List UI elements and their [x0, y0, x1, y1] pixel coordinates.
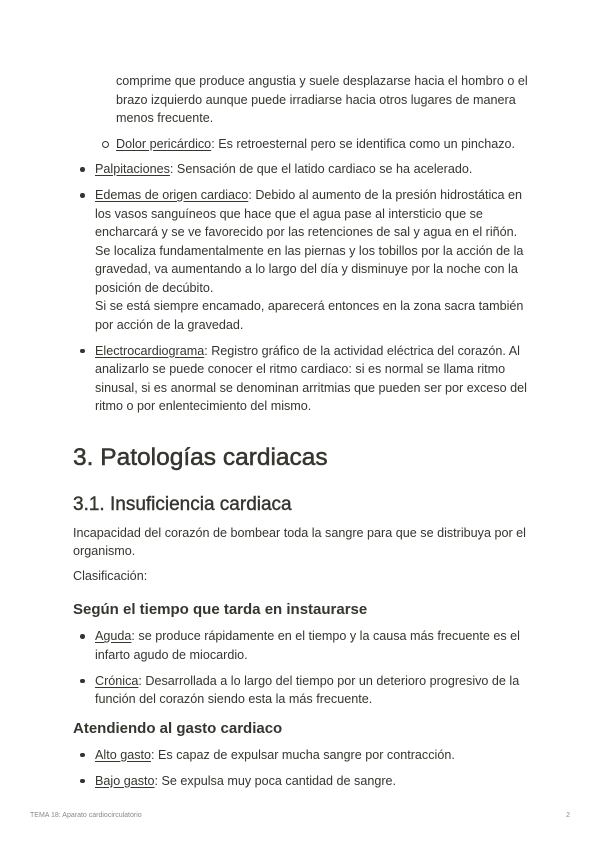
list-item: [95, 772, 533, 791]
item-text: comprime que produce angustia y suele desplazarse hacia el hombro o el brazo izquierdo aunque puede irradiarse hacia otros lugares de manera menos frecuente.: [116, 74, 528, 125]
item-text: : Desarrollada a lo largo del tiempo por un deterioro progresivo de la función del corazón siendo esta la más frecuente.: [95, 673, 520, 706]
item-text: : Debido al aumento de la presión hidrostática en los vasos sanguíneos que hace que el agua pase al intersticio que se encharcará y se ve favorecido por las retenciones de sal y agua en el riñón. Se localiza fundamentalmente en las piernas y los tobillos por la acción de la gravedad, va aumentando a lo largo del día y disminuye por la noche con la posición de decúbito.: [95, 188, 524, 295]
classification-label: Clasificación:: [73, 568, 148, 583]
list-item: [95, 186, 533, 334]
item-text: : se produce rápidamente en el tiempo y la causa más frecuente es el infarto agudo de miocardio.: [95, 629, 520, 662]
bullet-icon: [80, 753, 85, 758]
item-label: Palpitaciones: [95, 162, 170, 176]
bullet-icon: [80, 679, 85, 684]
list-item: [116, 72, 533, 128]
sub-bullet-list: [73, 72, 533, 153]
item-label: Electrocardiograma: [95, 343, 205, 358]
subsection-title: 3.1. Insuficiencia cardiaca: [73, 493, 292, 515]
list-item: [95, 342, 533, 416]
bullet-icon: [80, 634, 85, 639]
hollow-bullet-icon: [102, 141, 109, 148]
page-content: [73, 72, 533, 798]
bullet-icon: [80, 167, 85, 172]
output-list: [73, 746, 533, 791]
duration-list: [73, 627, 533, 709]
group-heading-output: Atendiendo al gasto cardiaco: [73, 719, 283, 737]
item-text: : Es retroesternal pero se identifica como un pinchazo.: [211, 136, 516, 151]
footer-title: TEMA 18: Aparato cardiocirculatorio: [30, 812, 142, 819]
symptom-list: [73, 160, 533, 416]
item-text: : Sensación de que el latido cardiaco se ha acelerado.: [169, 162, 473, 176]
item-label: Alto gasto: [95, 747, 152, 762]
bullet-icon: [80, 779, 85, 784]
page-number: 2: [566, 812, 570, 819]
intro-paragraph: Incapacidad del corazón de bombear toda la sangre para que se distribuya por el organismo.: [73, 525, 526, 558]
item-text: : Registro gráfico de la actividad eléctrica del corazón. Al analizarlo se puede conocer el ritmo cardiaco: si es normal se llama ritmo sinusal, si es anormal se denominan arritmias que pueden ser por exceso del ritmo o por enlentecimiento del mismo.: [95, 343, 527, 413]
item-label: Edemas de origen cardiaco: [95, 188, 249, 202]
item-label: Aguda: [95, 629, 132, 643]
bullet-icon: [80, 349, 85, 354]
bullet-icon: [80, 193, 85, 198]
group-heading-duration: Según el tiempo que tarda en instaurarse: [73, 601, 368, 618]
item-label: Bajo gasto: [95, 773, 155, 788]
list-item: [95, 160, 533, 179]
item-label: Crónica: [95, 673, 139, 688]
list-item: [95, 672, 533, 709]
item-text: : Se expulsa muy poca cantidad de sangre.: [154, 773, 397, 788]
page-footer: [30, 812, 570, 819]
item-label: Dolor pericárdico: [116, 136, 212, 151]
list-item: [95, 627, 533, 664]
list-item: [116, 135, 533, 154]
section-title: 3. Patologías cardiacas: [73, 443, 328, 471]
list-item: [95, 746, 533, 765]
item-text: : Es capaz de expulsar mucha sangre por contracción.: [151, 747, 455, 762]
item-extra-text: Si se está siempre encamado, aparecerá entonces en la zona sacra también por acción de la gravedad.: [95, 299, 524, 332]
